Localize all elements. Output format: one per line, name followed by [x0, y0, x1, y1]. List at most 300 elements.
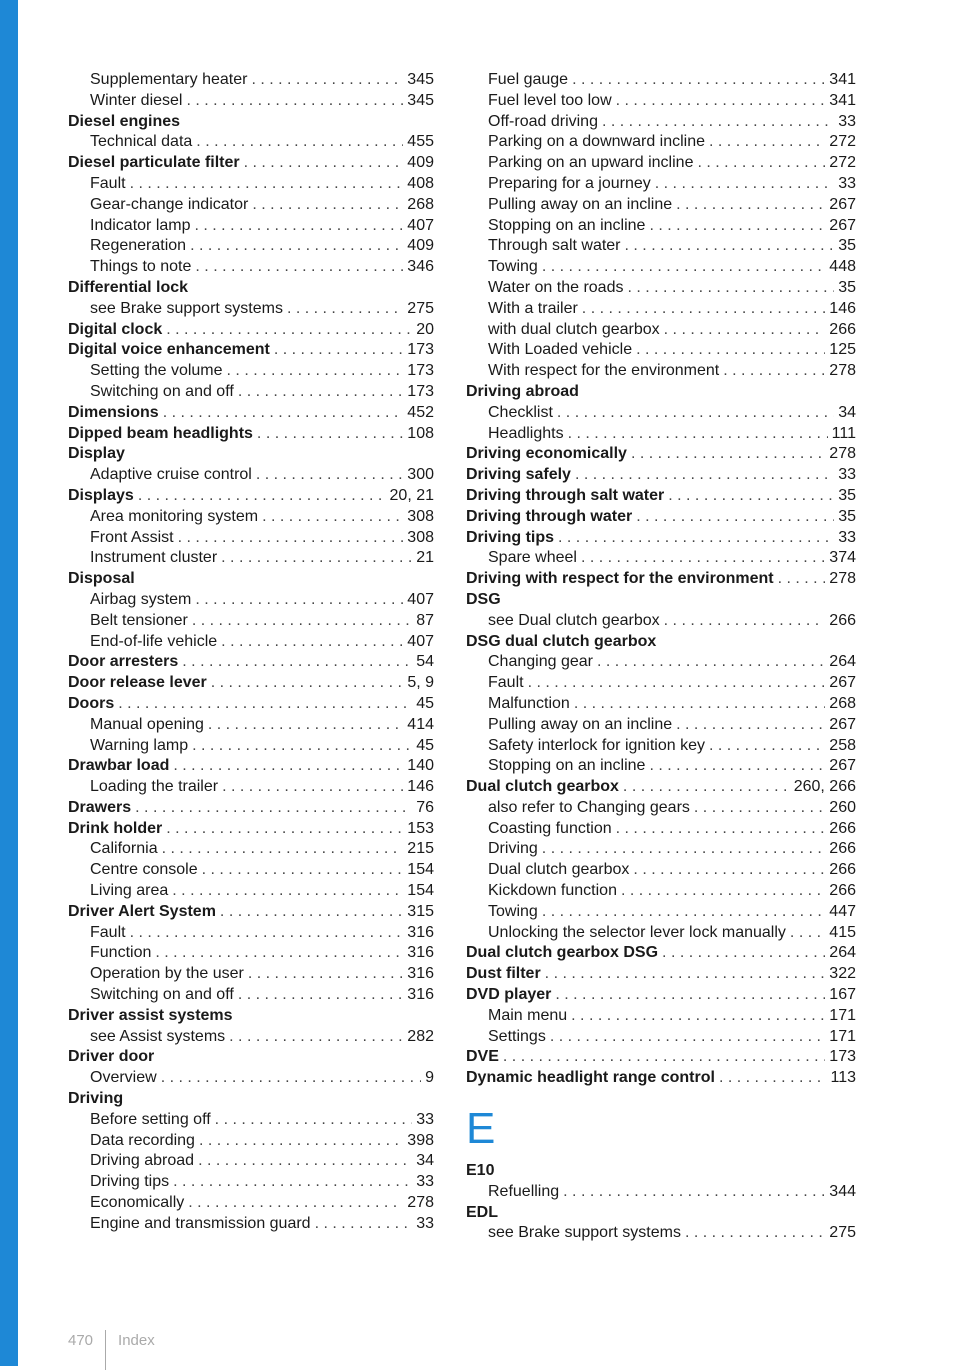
index-entry	[466, 1203, 856, 1245]
index-entry	[466, 528, 856, 570]
index-entry	[68, 819, 434, 902]
page-ref: 5, 9	[407, 674, 434, 692]
page-ref: 33	[838, 112, 856, 130]
entry-text: Stopping on an incline	[488, 216, 646, 234]
entry-text: Data recording	[90, 1131, 195, 1149]
page-ref: 278	[829, 445, 856, 463]
page-ref: 264	[829, 944, 856, 962]
dot-leader	[621, 881, 825, 902]
dot-leader	[636, 507, 834, 528]
entry-text: Adaptive cruise control	[90, 466, 252, 484]
dot-leader	[676, 195, 825, 216]
index-entry	[68, 486, 434, 569]
page-ref: 258	[829, 736, 856, 754]
index-subentry	[466, 340, 856, 361]
page-ref: 33	[416, 1110, 434, 1128]
index-entry	[68, 340, 434, 402]
entry-text: Driving tips	[466, 528, 555, 546]
index-entry	[68, 278, 434, 320]
index-heading	[68, 756, 434, 777]
index-heading	[68, 694, 434, 715]
page-ref: 316	[407, 965, 434, 983]
dot-leader	[572, 70, 825, 91]
index-subentry	[466, 153, 856, 174]
entry-text: Switching on and off	[90, 382, 234, 400]
index-heading	[68, 673, 434, 694]
index-subentry	[68, 611, 434, 632]
entry-text: Indicator lamp	[90, 216, 191, 234]
dot-leader	[790, 923, 825, 944]
page-ref: 146	[407, 778, 434, 796]
page-ref: 108	[407, 424, 434, 442]
entry-text: Driving	[488, 840, 538, 858]
index-subentry	[466, 236, 856, 257]
index-entry	[466, 486, 856, 507]
index-subentry	[466, 278, 856, 299]
entry-text: see Dual clutch gearbox	[488, 611, 660, 629]
page-ref: 267	[829, 195, 856, 213]
index-subentry	[466, 839, 856, 860]
page-ref: 266	[829, 819, 856, 837]
entry-text: Headlights	[488, 424, 564, 442]
index-heading	[68, 652, 434, 673]
index-subentry	[68, 943, 434, 964]
dot-leader	[676, 715, 825, 736]
entry-text: Dual clutch gearbox	[488, 861, 630, 879]
dot-leader	[582, 299, 826, 320]
entry-text: Instrument cluster	[90, 549, 218, 567]
dot-leader	[542, 902, 825, 923]
dot-leader	[155, 943, 403, 964]
dot-leader	[244, 153, 404, 174]
dot-leader	[697, 153, 825, 174]
entry-text: California	[90, 840, 158, 858]
index-entry	[68, 1089, 434, 1235]
index-subentry	[68, 507, 434, 528]
index-entry	[68, 569, 434, 652]
page-ref: 153	[407, 819, 434, 837]
page-ref: 260, 266	[793, 778, 856, 796]
dot-leader	[662, 943, 825, 964]
page-ref: 374	[829, 549, 856, 567]
dot-leader	[229, 1027, 403, 1048]
index-subentry	[466, 756, 856, 777]
page-ref: 344	[829, 1182, 856, 1200]
dot-leader	[664, 320, 826, 341]
entry-text: Engine and transmission guard	[90, 1214, 311, 1232]
index-column-right	[466, 70, 856, 1244]
index-subentry	[68, 236, 434, 257]
index-subentry	[68, 632, 434, 653]
footer-section: Index	[118, 1331, 155, 1349]
entry-text: Driving tips	[90, 1173, 170, 1191]
dot-leader	[568, 424, 828, 445]
index-entry	[466, 465, 856, 486]
dot-leader	[220, 902, 403, 923]
index-entry	[466, 1047, 856, 1068]
dot-leader	[188, 1193, 403, 1214]
dot-leader	[173, 756, 403, 777]
entry-text: Belt tensioner	[90, 611, 188, 629]
page-ref: 33	[838, 174, 856, 192]
page-ref: 20, 21	[389, 486, 434, 504]
index-subentry	[466, 694, 856, 715]
index-subentry	[68, 382, 434, 403]
page-ref: 308	[407, 528, 434, 546]
index-entry	[68, 756, 434, 798]
index-heading	[466, 964, 856, 985]
page-ref: 345	[407, 71, 434, 88]
page-ref: 272	[829, 154, 856, 172]
dot-leader	[555, 985, 825, 1006]
dot-leader	[118, 694, 412, 715]
dot-leader	[575, 465, 834, 486]
index-entry	[68, 320, 434, 341]
index-heading	[68, 819, 434, 840]
dot-leader	[173, 1172, 412, 1193]
entry-text: Main menu	[488, 1006, 568, 1024]
page-ref: 21	[416, 549, 434, 567]
index-heading	[68, 320, 434, 341]
dot-leader	[563, 1182, 825, 1203]
index-subentry	[68, 1068, 434, 1089]
entry-text: Dust filter	[466, 965, 541, 983]
index-entry	[68, 424, 434, 445]
page-ref: 345	[407, 91, 434, 109]
page-ref: 278	[829, 362, 856, 380]
page-ref: 267	[829, 757, 856, 775]
entry-text: Water on the roads	[488, 278, 624, 296]
page-footer	[68, 1320, 155, 1360]
index-subentry	[68, 528, 434, 549]
entry-text: Driving through salt water	[466, 486, 665, 504]
page-ref: 266	[829, 840, 856, 858]
page-ref: 154	[407, 882, 434, 900]
entry-text: Gear-change indicator	[90, 195, 249, 213]
index-subentry	[68, 361, 434, 382]
entry-text: Loading the trailer	[90, 778, 219, 796]
index-subentry	[466, 860, 856, 881]
index-entry	[466, 590, 856, 632]
dot-leader	[649, 216, 825, 237]
entry-text: Digital voice enhancement	[68, 341, 270, 359]
index-subentry	[466, 881, 856, 902]
index-subentry	[68, 777, 434, 798]
dot-leader	[162, 839, 404, 860]
dot-leader	[616, 819, 826, 840]
page-ref: 45	[416, 694, 434, 712]
dot-leader	[178, 528, 404, 549]
index-subentry	[466, 611, 856, 632]
dot-leader	[208, 715, 403, 736]
entry-text: Fuel level too low	[488, 91, 612, 109]
entry-text: Airbag system	[90, 590, 192, 608]
dot-leader	[182, 652, 412, 673]
page-ref: 408	[407, 174, 434, 192]
index-heading	[466, 528, 856, 549]
index-heading: EDL	[466, 1203, 498, 1221]
dot-leader	[221, 632, 403, 653]
index-subentry	[466, 819, 856, 840]
page-ref: 447	[829, 902, 856, 920]
index-entry	[68, 70, 434, 112]
entry-text: Warning lamp	[90, 736, 189, 754]
dot-leader	[528, 673, 826, 694]
entry-text: End-of-life vehicle	[90, 632, 218, 650]
index-heading: Disposal	[68, 570, 135, 588]
dot-leader	[597, 652, 825, 673]
entry-text: Setting the volume	[90, 362, 223, 380]
index-subentry	[466, 112, 856, 133]
dot-leader	[256, 465, 403, 486]
entry-text: Through salt water	[488, 237, 621, 255]
dot-leader	[130, 923, 404, 944]
dot-leader	[252, 195, 403, 216]
page-ref: 316	[407, 944, 434, 962]
page-ref: 409	[407, 154, 434, 172]
dot-leader	[664, 611, 826, 632]
index-subentry	[466, 132, 856, 153]
dot-leader	[192, 611, 412, 632]
index-entry	[68, 1047, 434, 1089]
page-ref: 154	[407, 861, 434, 879]
index-subentry	[466, 257, 856, 278]
page-ref: 455	[407, 133, 434, 151]
index-subentry	[466, 673, 856, 694]
index-subentry	[466, 1027, 856, 1048]
page-ref: 398	[407, 1131, 434, 1149]
index-subentry	[68, 736, 434, 757]
entry-text: Area monitoring system	[90, 507, 259, 525]
dot-leader	[192, 736, 412, 757]
index-heading	[466, 486, 856, 507]
dot-leader	[627, 278, 834, 299]
page-ref: 267	[829, 715, 856, 733]
page-ref: 316	[407, 923, 434, 941]
page-ref: 173	[407, 341, 434, 359]
entry-text: Pulling away on an incline	[488, 195, 673, 213]
page-ref: 266	[829, 320, 856, 338]
index-heading	[466, 444, 856, 465]
page-ref: 316	[407, 986, 434, 1004]
index-subentry	[466, 361, 856, 382]
dot-leader	[227, 361, 404, 382]
page-ref: 275	[407, 299, 434, 317]
page-number: 470	[68, 1331, 94, 1349]
index-subentry	[68, 70, 434, 91]
dot-leader	[631, 444, 825, 465]
dot-leader	[211, 673, 404, 694]
dot-leader	[542, 257, 825, 278]
index-subentry	[68, 881, 434, 902]
index-entry	[68, 694, 434, 756]
dot-leader	[636, 340, 825, 361]
dot-leader	[221, 548, 412, 569]
entry-text: Economically	[90, 1194, 185, 1212]
dot-leader	[262, 507, 403, 528]
index-entry	[466, 382, 856, 444]
page-ref: 171	[829, 1027, 856, 1045]
index-subentry	[68, 1172, 434, 1193]
dot-leader	[623, 777, 790, 798]
entry-text: Driving economically	[466, 445, 627, 463]
entry-text: Preparing for a journey	[488, 174, 651, 192]
page-ref: 341	[829, 71, 856, 88]
entry-text: DVE	[466, 1048, 499, 1066]
index-heading	[68, 403, 434, 424]
dot-leader	[161, 1068, 421, 1089]
dot-leader	[557, 403, 834, 424]
index-entry	[68, 112, 434, 154]
dot-leader	[287, 299, 403, 320]
index-entry	[68, 153, 434, 278]
dot-leader	[135, 798, 412, 819]
index-subentry	[68, 91, 434, 112]
index-entry	[68, 444, 434, 486]
index-heading	[466, 1047, 856, 1068]
entry-text: Front Assist	[90, 528, 174, 546]
dot-leader	[166, 320, 412, 341]
index-subentry	[68, 1151, 434, 1172]
dot-leader	[668, 486, 834, 507]
index-entry	[68, 652, 434, 673]
index-subentry	[466, 195, 856, 216]
page-ref: 308	[407, 507, 434, 525]
entry-text: Drawers	[68, 798, 132, 816]
dot-leader	[199, 1131, 403, 1152]
entry-text: With respect for the environment	[488, 362, 720, 380]
index-subentry	[68, 985, 434, 1006]
dot-leader	[778, 569, 826, 590]
entry-text: Malfunction	[488, 694, 570, 712]
entry-text: see Brake support systems	[488, 1224, 681, 1242]
entry-text: Checklist	[488, 403, 553, 421]
page-ref: 407	[407, 590, 434, 608]
index-heading	[466, 465, 856, 486]
index-entry	[466, 1161, 856, 1203]
dot-leader	[198, 1151, 412, 1172]
index-subentry	[68, 923, 434, 944]
index-subentry	[68, 1214, 434, 1235]
page-ref: 341	[829, 91, 856, 109]
entry-text: Towing	[488, 902, 538, 920]
page-ref: 173	[407, 382, 434, 400]
index-subentry	[68, 1193, 434, 1214]
entry-text: Switching on and off	[90, 986, 234, 1004]
entry-text: Dipped beam headlights	[68, 424, 253, 442]
dot-leader	[186, 91, 403, 112]
index-subentry	[466, 798, 856, 819]
index-entry	[68, 1006, 434, 1048]
page-ref: 167	[829, 986, 856, 1004]
page-ref: 215	[407, 840, 434, 858]
page-ref: 267	[829, 216, 856, 234]
index-subentry	[68, 216, 434, 237]
entry-text: Settings	[488, 1027, 546, 1045]
dot-leader	[709, 736, 825, 757]
index-entry	[466, 632, 856, 778]
index-heading	[68, 486, 434, 507]
dot-leader	[542, 839, 826, 860]
index-heading: Display	[68, 445, 125, 463]
page-ref: 266	[829, 882, 856, 900]
index-entry	[68, 798, 434, 819]
page-ref: 407	[407, 216, 434, 234]
index-subentry	[68, 299, 434, 320]
page-ref: 113	[830, 1069, 856, 1087]
entry-text: Door release lever	[68, 674, 207, 692]
page-ref: 35	[838, 278, 856, 296]
entry-text: Supplementary heater	[90, 71, 248, 88]
entry-text: Fault	[488, 674, 524, 692]
dot-leader	[195, 590, 403, 611]
index-subentry	[68, 174, 434, 195]
page-ref: 54	[416, 653, 434, 671]
index-subentry	[68, 132, 434, 153]
index-heading: DSG	[466, 590, 501, 608]
entry-text: Living area	[90, 882, 169, 900]
entry-text: also refer to Changing gears	[488, 798, 690, 816]
dot-leader	[222, 777, 403, 798]
entry-text: Parking on an upward incline	[488, 154, 694, 172]
entry-text: Driving safely	[466, 466, 571, 484]
index-entry	[466, 569, 856, 590]
dot-leader	[238, 382, 403, 403]
page-ref: 275	[829, 1224, 856, 1242]
entry-text: Fuel gauge	[488, 71, 569, 88]
page-ref: 415	[829, 923, 856, 941]
index-subentry	[68, 465, 434, 486]
entry-text: Dynamic headlight range control	[466, 1069, 715, 1087]
page-ref: 35	[838, 486, 856, 504]
entry-text: Pulling away on an incline	[488, 715, 673, 733]
entry-text: Door arresters	[68, 653, 179, 671]
index-heading	[466, 943, 856, 964]
index-subentry	[466, 424, 856, 445]
entry-text: Displays	[68, 486, 134, 504]
index-heading	[68, 902, 434, 923]
index-subentry	[466, 1006, 856, 1027]
entry-text: Doors	[68, 694, 115, 712]
index-subentry	[466, 548, 856, 569]
dot-leader	[257, 424, 403, 445]
index-subentry	[68, 860, 434, 881]
page-ref: 267	[829, 674, 856, 692]
page-ref: 9	[425, 1069, 434, 1087]
page-ref: 278	[829, 570, 856, 588]
dot-leader	[138, 486, 386, 507]
entry-text: Refuelling	[488, 1182, 560, 1200]
entry-text: Before setting off	[90, 1110, 211, 1128]
entry-text: Driving through water	[466, 507, 633, 525]
index-heading	[466, 777, 856, 798]
page-ref: 315	[407, 902, 434, 920]
index-heading: Differential lock	[68, 278, 189, 296]
index-heading	[466, 1068, 856, 1089]
page-ref: 146	[829, 299, 856, 317]
index-heading: E10	[466, 1162, 495, 1180]
entry-text: Off-road driving	[488, 112, 598, 130]
dot-leader	[709, 132, 825, 153]
page-ref: 33	[838, 528, 856, 546]
dot-leader	[196, 132, 403, 153]
dot-leader	[602, 112, 834, 133]
entry-text: Fault	[90, 174, 126, 192]
dot-leader	[195, 216, 404, 237]
page-ref: 20	[416, 320, 434, 338]
entry-text: Digital clock	[68, 320, 163, 338]
dot-leader	[130, 174, 404, 195]
